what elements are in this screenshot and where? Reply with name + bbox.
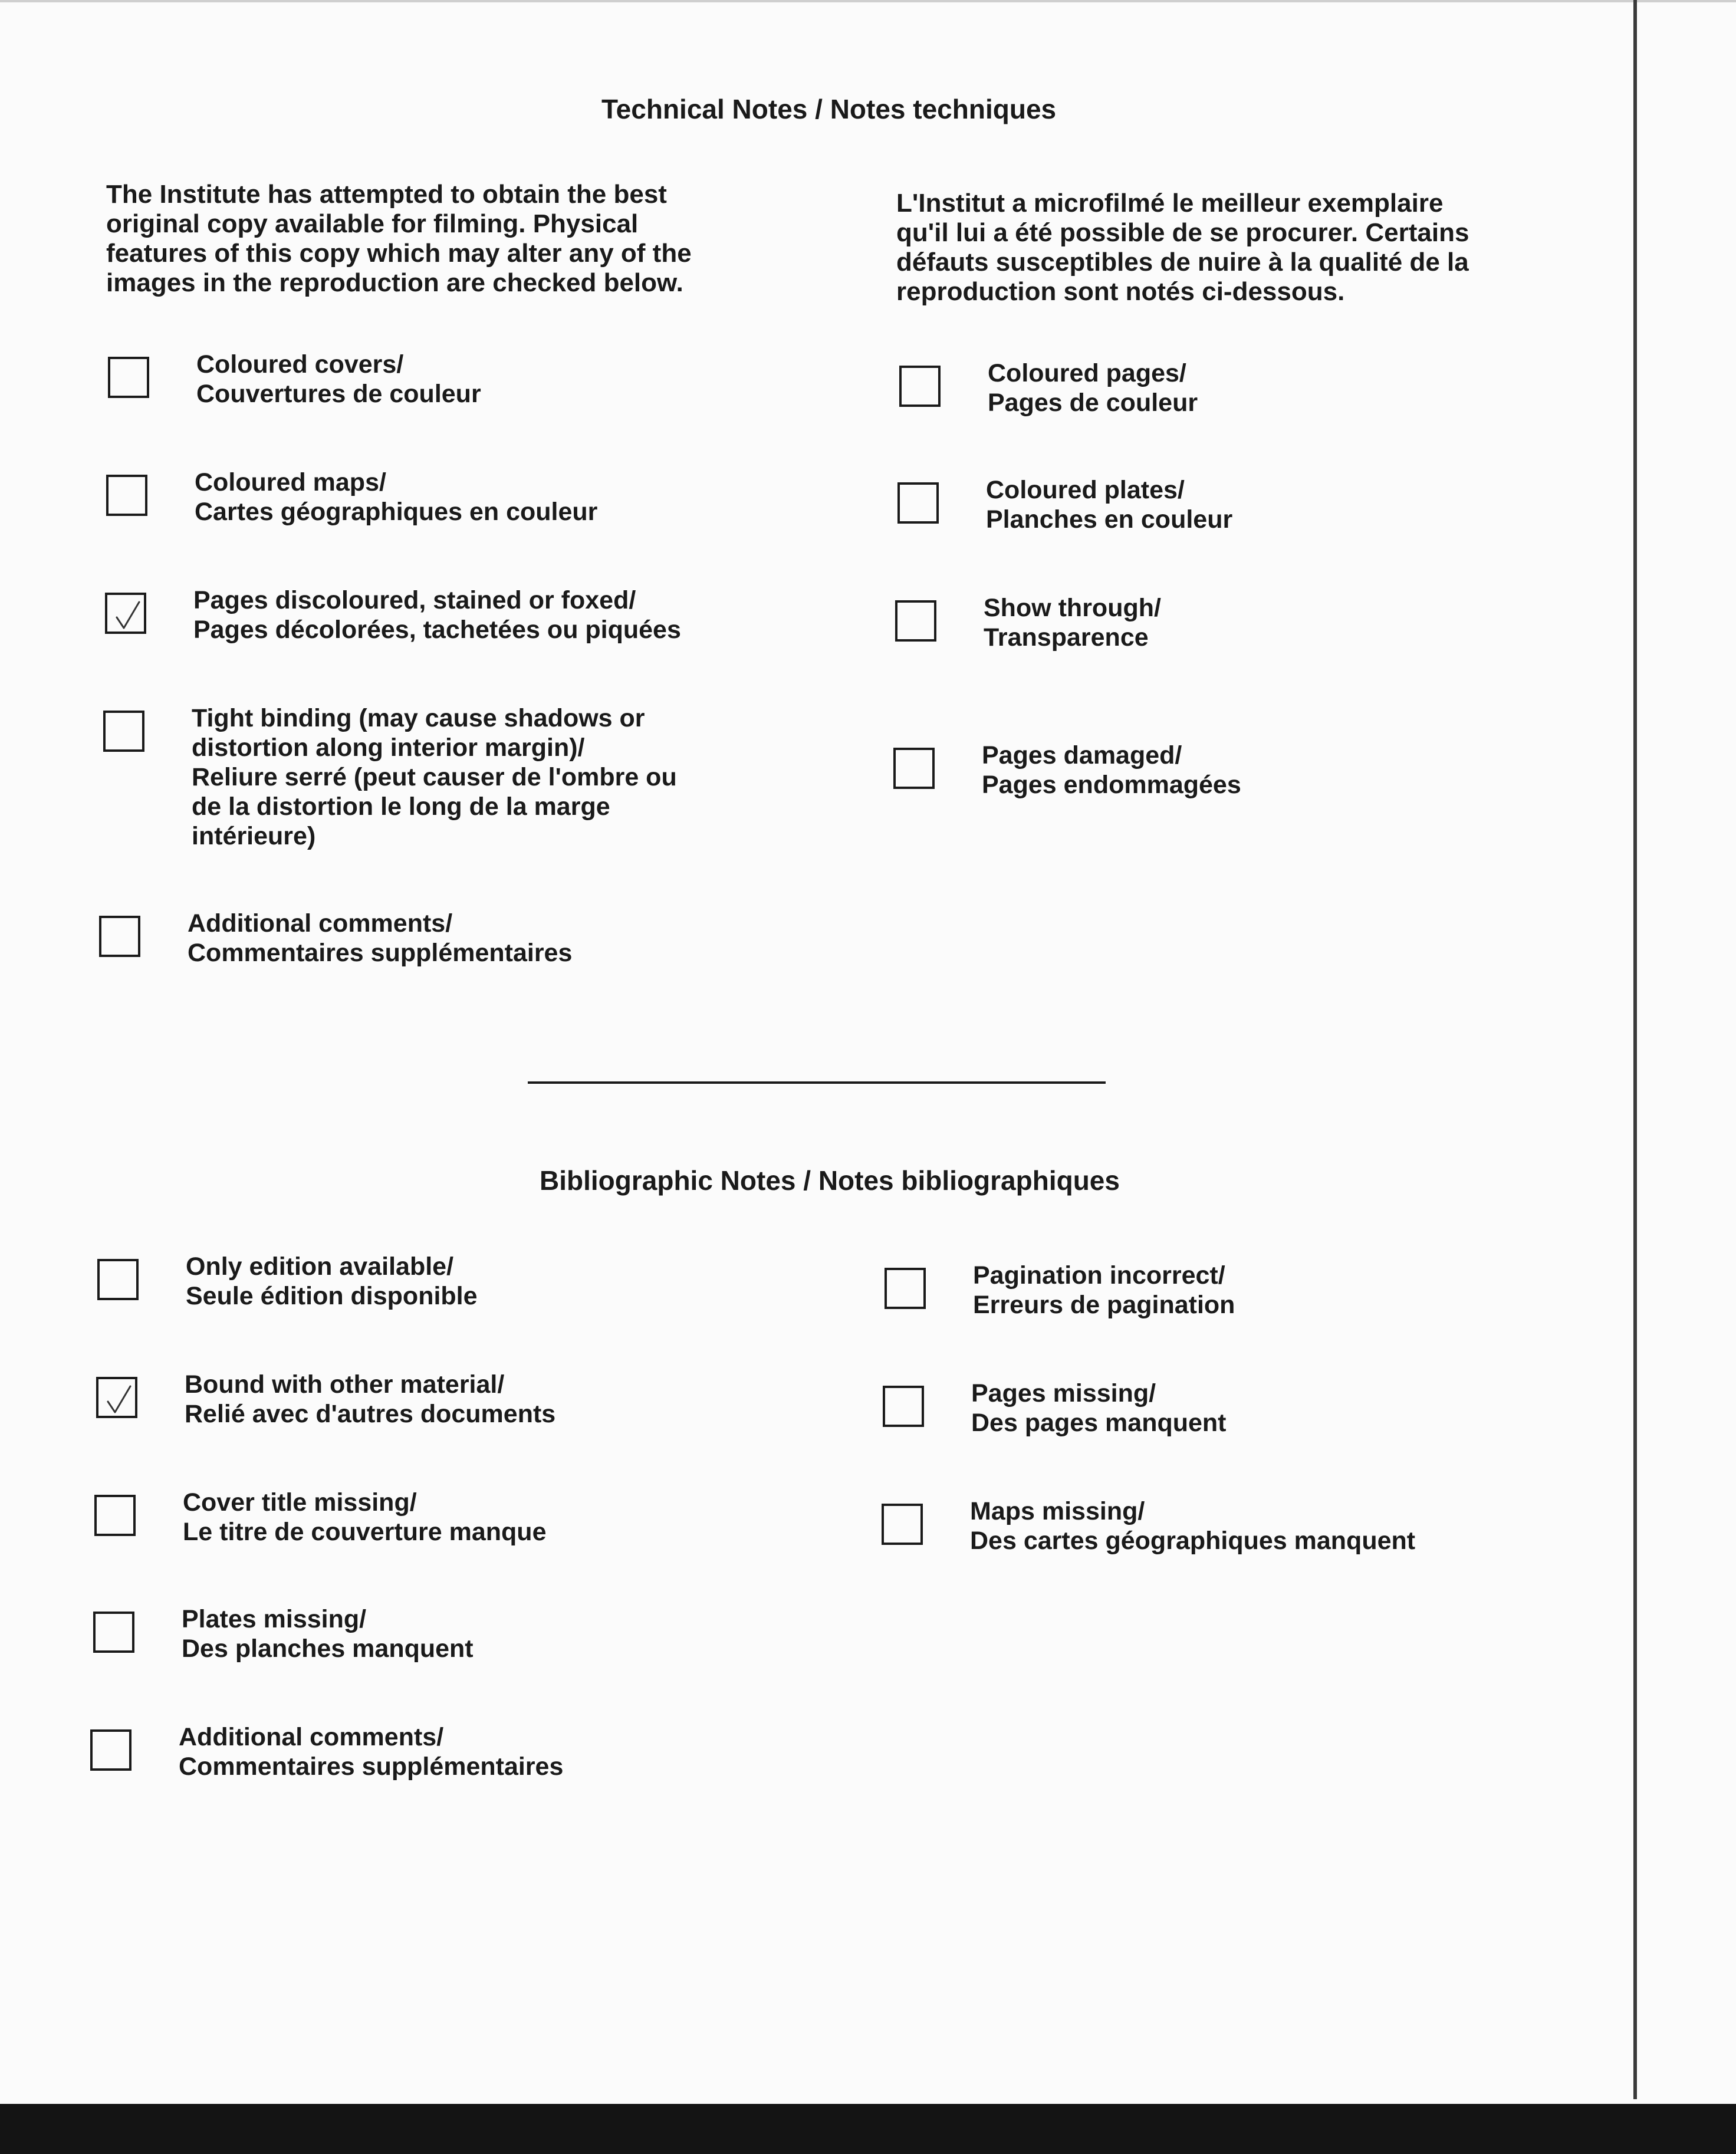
checklist-item-coloured-maps (106, 468, 598, 527)
label-line: Commentaires supplémentaires (179, 1752, 564, 1781)
checklist-item-pages-discoloured (105, 586, 681, 644)
label-line: Pages missing/ (971, 1379, 1156, 1408)
checklist-item-additional-comments-bibliographic (90, 1723, 564, 1781)
label-line: Coloured plates/ (986, 476, 1185, 504)
checklist-item-cover-title-missing (94, 1488, 547, 1547)
checkbox-additional-comments-technical[interactable] (99, 916, 140, 957)
intro-french-line: reproduction sont notés ci-dessous. (896, 277, 1345, 306)
label-line: Coloured maps/ (195, 468, 386, 496)
checkmark-icon (114, 598, 142, 632)
checkbox-maps-missing[interactable] (882, 1504, 923, 1545)
checklist-item-pages-missing (883, 1379, 1227, 1438)
label-line: Coloured covers/ (196, 350, 404, 379)
checkbox-tight-binding[interactable] (103, 711, 144, 752)
intro-english-line: features of this copy which may alter any of the (106, 239, 692, 268)
label-line: Des cartes géographiques manquent (970, 1527, 1416, 1555)
intro-french (896, 189, 1510, 307)
checkbox-coloured-covers[interactable] (108, 357, 149, 398)
checklist-item-label (188, 909, 572, 968)
checkbox-additional-comments-bibliographic[interactable] (90, 1729, 131, 1771)
checkbox-pagination-incorrect[interactable] (885, 1268, 926, 1309)
checkbox-pages-missing[interactable] (883, 1386, 924, 1427)
checklist-item-label (988, 359, 1198, 417)
checklist-item-maps-missing (882, 1497, 1416, 1556)
checklist-item-label (973, 1261, 1235, 1320)
label-line: Coloured pages/ (988, 359, 1186, 387)
checklist-item-label (986, 475, 1232, 534)
label-line: Only edition available/ (186, 1252, 454, 1281)
label-line: Reliure serré (peut causer de l'ombre ou (192, 763, 677, 791)
technical-notes-title: Technical Notes / Notes techniques (601, 94, 1057, 124)
checkbox-plates-missing[interactable] (93, 1612, 134, 1653)
label-line: Commentaires supplémentaires (188, 939, 573, 967)
label-line: Couvertures de couleur (196, 380, 481, 408)
checklist-item-label (982, 741, 1241, 800)
intro-french-line: L'Institut a microfilmé le meilleur exemplaire (896, 189, 1444, 218)
label-line: Des pages manquent (971, 1409, 1227, 1437)
label-line: Pagination incorrect/ (973, 1261, 1225, 1290)
label-line: Pages damaged/ (982, 741, 1182, 769)
label-line: Cartes géographiques en couleur (195, 498, 598, 526)
label-line: Cover title missing/ (183, 1488, 417, 1517)
checklist-item-label (984, 593, 1161, 652)
label-line: Le titre de couverture manque (183, 1518, 547, 1546)
label-line: distortion along interior margin)/ (192, 734, 585, 762)
label-line: Pages endommagées (982, 771, 1241, 799)
intro-english-line: images in the reproduction are checked below. (106, 268, 683, 297)
label-line: intérieure) (192, 822, 316, 850)
intro-french-line: qu'il lui a été possible de se procurer. Certains (896, 218, 1469, 247)
checklist-item-pages-damaged (893, 741, 1241, 800)
checklist-item-label (192, 703, 677, 851)
checklist-item-additional-comments-technical (99, 909, 573, 968)
checklist-item-only-edition (97, 1252, 478, 1311)
intro-english-line: The Institute has attempted to obtain the best (106, 180, 667, 209)
checkmark-icon (106, 1383, 133, 1416)
checklist-item-label (196, 350, 481, 409)
checkbox-coloured-plates[interactable] (897, 482, 939, 524)
checkbox-only-edition[interactable] (97, 1259, 139, 1300)
section-divider (528, 1081, 1106, 1084)
checklist-item-label (185, 1370, 555, 1429)
checklist-item-bound-with-other (96, 1370, 556, 1429)
checklist-item-pagination-incorrect (885, 1261, 1235, 1320)
checklist-item-label (193, 586, 681, 644)
checklist-item-label (195, 468, 597, 527)
intro-english-line: original copy available for filming. Physical (106, 209, 639, 238)
checklist-item-tight-binding (103, 704, 677, 851)
checklist-item-label (183, 1488, 547, 1547)
label-line: Additional comments/ (188, 909, 453, 938)
page-top-edge (0, 0, 1736, 2)
label-line: Show through/ (984, 594, 1161, 622)
checkbox-cover-title-missing[interactable] (94, 1495, 136, 1536)
label-line: Maps missing/ (970, 1497, 1145, 1525)
checkbox-coloured-maps[interactable] (106, 475, 147, 516)
label-line: Pages discoloured, stained or foxed/ (193, 586, 636, 614)
label-line: Transparence (984, 623, 1149, 652)
label-line: Seule édition disponible (186, 1282, 478, 1310)
label-line: Planches en couleur (986, 505, 1233, 534)
checklist-item-coloured-covers (108, 350, 481, 409)
checklist-item-plates-missing (93, 1605, 474, 1663)
checklist-item-label (970, 1497, 1415, 1556)
label-line: Des planches manquent (182, 1635, 474, 1663)
checklist-item-label (179, 1722, 563, 1781)
checkbox-pages-damaged[interactable] (893, 748, 935, 789)
checkbox-show-through[interactable] (895, 600, 936, 642)
label-line: Additional comments/ (179, 1723, 444, 1751)
checklist-item-label (182, 1604, 474, 1663)
label-line: Pages de couleur (988, 389, 1198, 417)
label-line: Plates missing/ (182, 1605, 367, 1633)
label-line: Tight binding (may cause shadows or (192, 704, 645, 732)
label-line: Relié avec d'autres documents (185, 1400, 556, 1428)
scan-bottom-bar (0, 2104, 1736, 2154)
checkbox-bound-with-other[interactable] (96, 1377, 137, 1418)
bibliographic-notes-title: Bibliographic Notes / Notes bibliographiques (540, 1165, 1120, 1196)
checklist-item-show-through (895, 594, 1161, 652)
checklist-item-label (971, 1379, 1227, 1438)
label-line: Bound with other material/ (185, 1370, 505, 1399)
checkbox-pages-discoloured[interactable] (105, 593, 146, 634)
page-right-edge (1633, 0, 1637, 2099)
checklist-item-coloured-plates (897, 476, 1233, 534)
checkbox-coloured-pages[interactable] (899, 366, 941, 407)
label-line: de la distortion le long de la marge (192, 792, 610, 821)
label-line: Pages décolorées, tachetées ou piquées (193, 616, 681, 644)
checklist-item-coloured-pages (899, 359, 1198, 417)
intro-french-line: défauts susceptibles de nuire à la qualité de la (896, 248, 1469, 277)
intro-english (106, 180, 719, 298)
checklist-item-label (186, 1252, 478, 1311)
label-line: Erreurs de pagination (973, 1291, 1235, 1319)
